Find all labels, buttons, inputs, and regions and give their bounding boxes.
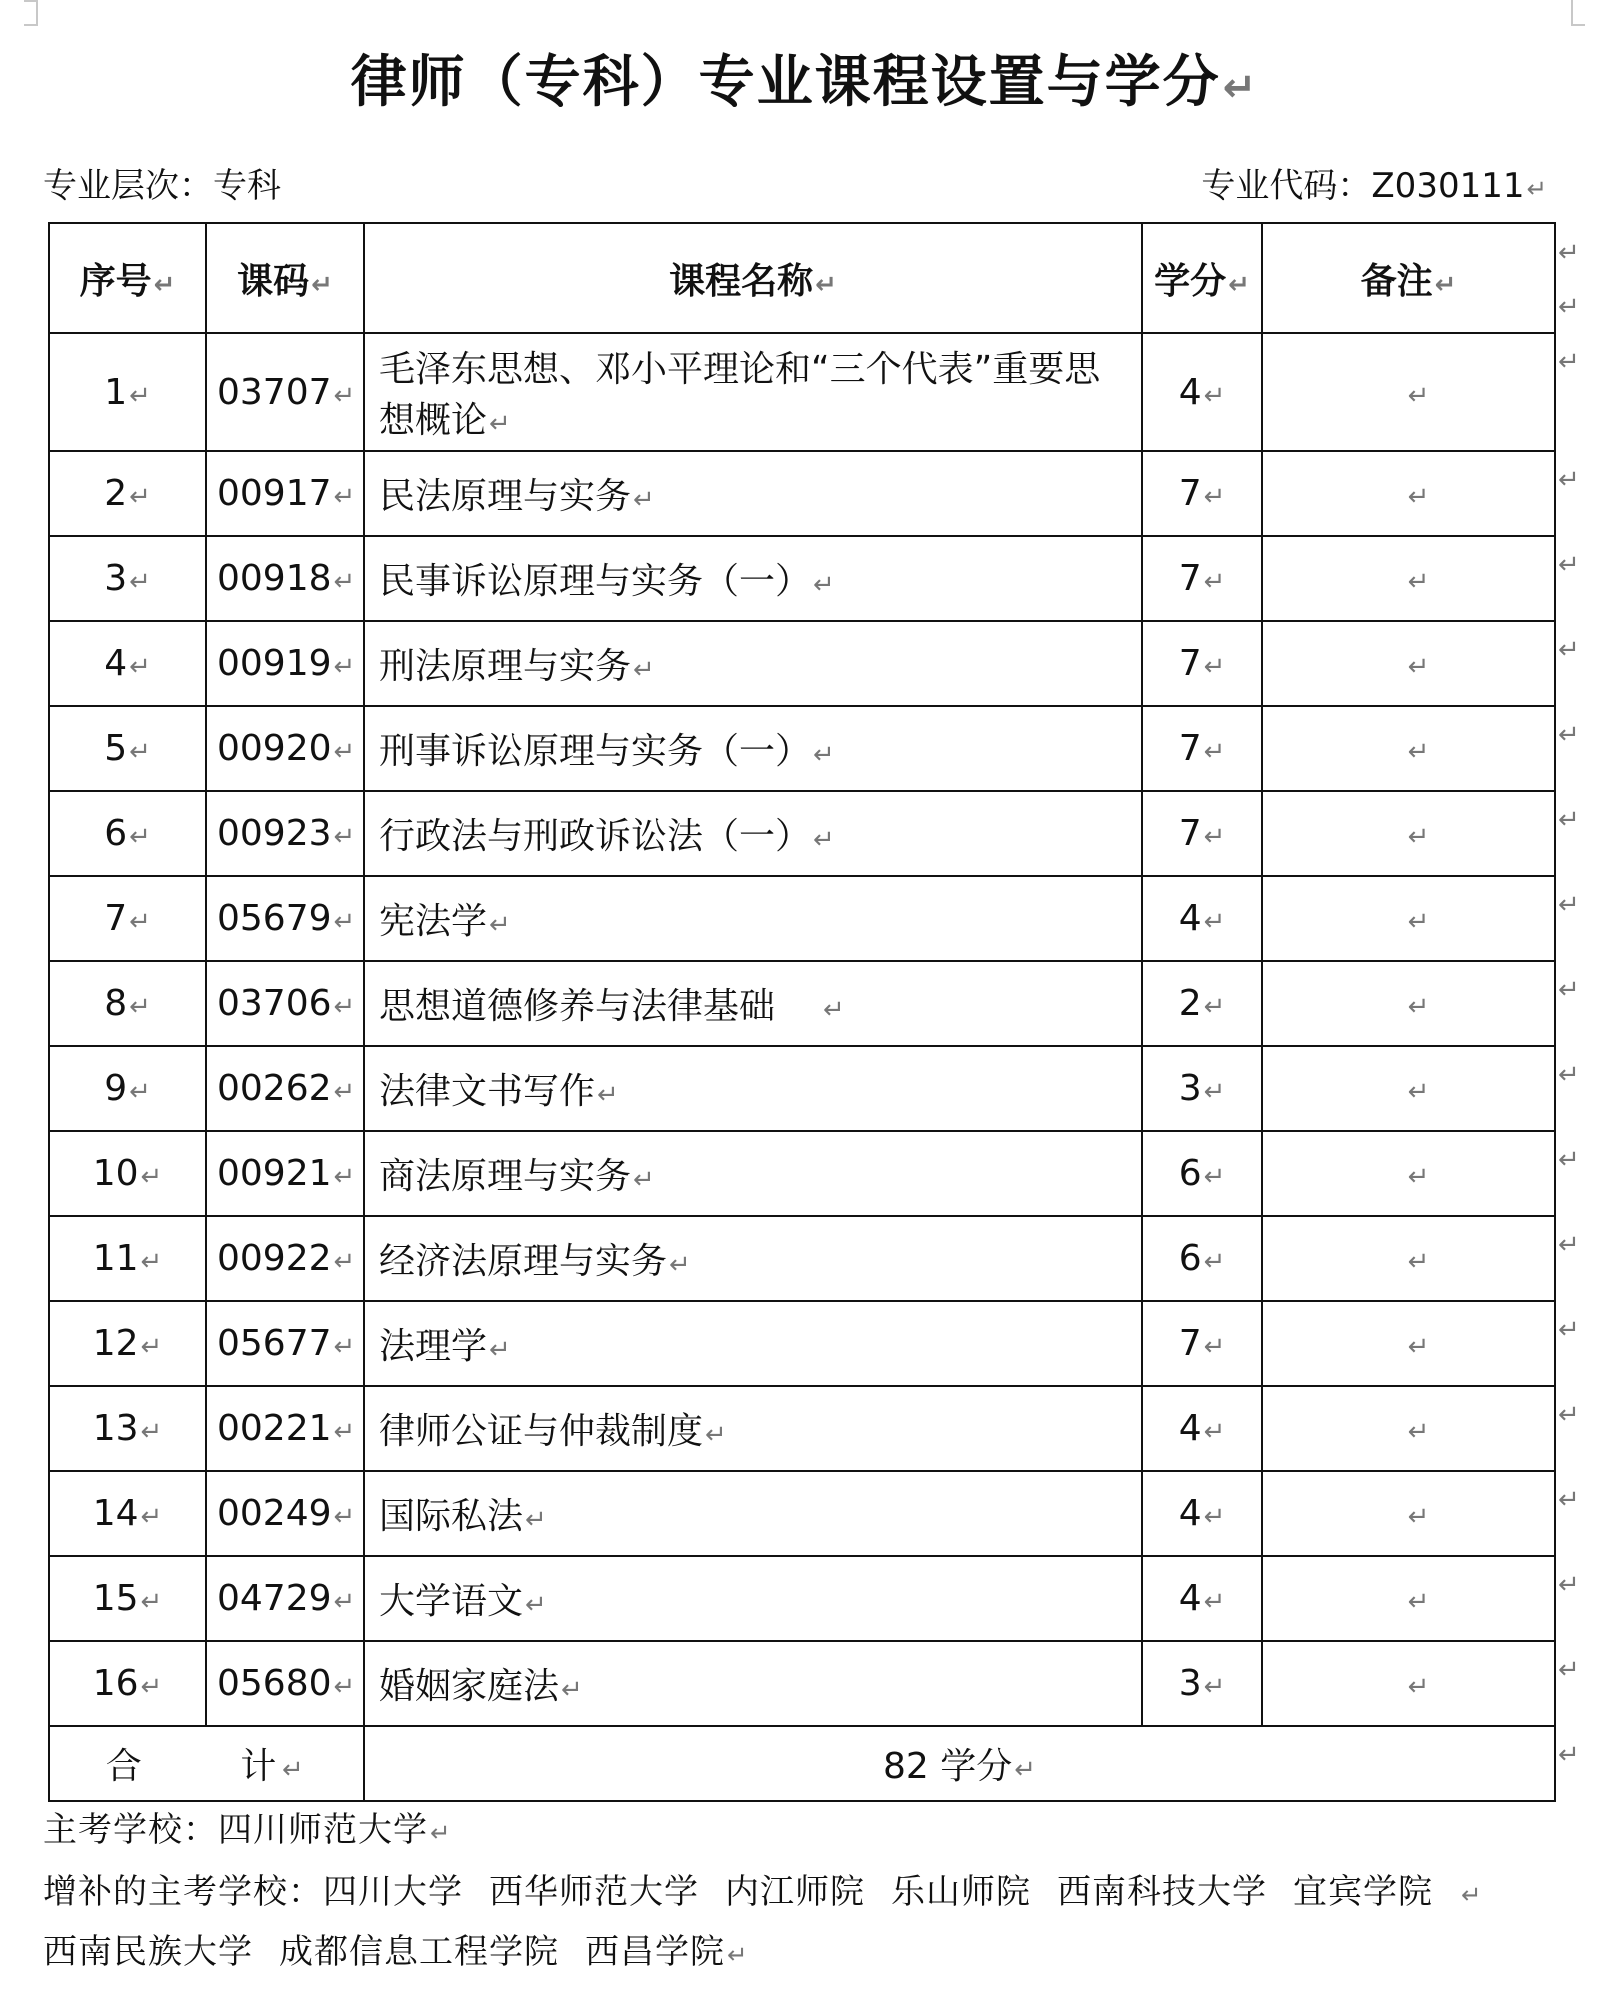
cell-end-mark-icon: ↵: [333, 1077, 356, 1107]
table-row: [49, 706, 1555, 791]
cell-end-mark-icon: ↵: [823, 995, 845, 1025]
cell-end-mark-icon: ↵: [1407, 1672, 1430, 1702]
cell-end-mark-icon: ↵: [333, 1162, 356, 1192]
table-row: [49, 333, 1555, 451]
row-code: 00923↵: [206, 791, 364, 876]
cell-end-mark-icon: ↵: [140, 1672, 163, 1702]
cell-end-mark-icon: ↵: [333, 1672, 356, 1702]
row-end-mark-icon: ↵: [1558, 1145, 1580, 1175]
row-course-name: 大学语文↵: [364, 1556, 1142, 1641]
cell-end-mark-icon: ↵: [1228, 269, 1250, 300]
table-row: [49, 1471, 1555, 1556]
row-course-name: 国际私法↵: [364, 1471, 1142, 1556]
cell-end-mark-icon: ↵: [1203, 737, 1226, 767]
row-note: [1262, 1641, 1555, 1726]
row-course-name: 商法原理与实务↵: [364, 1131, 1142, 1216]
cell-end-mark-icon: ↵: [129, 482, 151, 512]
row-credit: 7↵: [1142, 536, 1262, 621]
cell-end-mark-icon: ↵: [1203, 1502, 1226, 1532]
row-end-mark-icon: ↵: [1558, 1485, 1580, 1515]
row-code: 03706↵: [206, 961, 364, 1046]
cell-end-mark-icon: ↵: [1407, 1332, 1430, 1362]
additional-exam-schools: [43, 1864, 1483, 1913]
row-note: [1262, 1471, 1555, 1556]
cell-end-mark-icon: ↵: [489, 1335, 511, 1365]
row-seq: 4↵: [49, 621, 206, 706]
row-end-mark-icon: ↵: [1558, 635, 1580, 665]
row-course-name: 毛泽东思想、邓小平理论和“三个代表”重要思想概论↵: [364, 333, 1142, 451]
cell-end-mark-icon: ↵: [1203, 652, 1226, 682]
row-code: 00919↵: [206, 621, 364, 706]
paragraph-mark-icon: ↵: [1222, 64, 1259, 111]
table-row: [49, 621, 1555, 706]
table-row: [49, 961, 1555, 1046]
cell-end-mark-icon: ↵: [333, 1587, 356, 1617]
cell-end-mark-icon: ↵: [813, 740, 835, 770]
additional-exam-schools-continued: [43, 1924, 749, 1973]
cell-end-mark-icon: ↵: [129, 1077, 151, 1107]
school-name: 成都信息工程学院: [279, 1932, 559, 1972]
cell-end-mark-icon: ↵: [597, 1080, 619, 1110]
row-seq: 5↵: [49, 706, 206, 791]
major-code: 专业代码：Z030111↵: [1201, 166, 1547, 206]
school-name: 宜宾学院: [1293, 1872, 1433, 1912]
paragraph-mark-icon: ↵: [430, 1818, 452, 1847]
row-note: [1262, 1131, 1555, 1216]
row-note: [1262, 791, 1555, 876]
row-code: 00262↵: [206, 1046, 364, 1131]
cell-end-mark-icon: ↵: [705, 1420, 727, 1450]
row-seq: 14↵: [49, 1471, 206, 1556]
cell-end-mark-icon: ↵: [333, 822, 356, 852]
cell-end-mark-icon: ↵: [333, 1247, 356, 1277]
row-code: 05677↵: [206, 1301, 364, 1386]
school-name: 西南科技大学: [1057, 1872, 1267, 1912]
cell-end-mark-icon: ↵: [1203, 567, 1226, 597]
header-credit: 学分↵: [1142, 223, 1262, 333]
row-course-name: 刑事诉讼原理与实务（一）↵: [364, 706, 1142, 791]
header-note: 备注↵: [1262, 223, 1555, 333]
row-note: [1262, 961, 1555, 1046]
school-name: 四川大学: [323, 1872, 463, 1912]
cell-end-mark-icon: ↵: [281, 1755, 308, 1785]
row-code: 00920↵: [206, 706, 364, 791]
row-end-mark-icon: ↵: [1558, 347, 1580, 377]
row-end-mark-icon: ↵: [1558, 550, 1580, 580]
cell-end-mark-icon: ↵: [1407, 652, 1430, 682]
cell-end-mark-icon: ↵: [140, 1247, 163, 1277]
row-code: 00249↵: [206, 1471, 364, 1556]
row-course-name: 法律文书写作↵: [364, 1046, 1142, 1131]
school-name: 内江师院: [725, 1872, 865, 1912]
total-credits: 82 学分↵: [364, 1726, 1555, 1801]
row-seq: 7↵: [49, 876, 206, 961]
row-end-mark-icon: ↵: [1558, 1655, 1580, 1685]
total-label: 合 计↵: [49, 1726, 364, 1801]
cell-end-mark-icon: ↵: [1014, 1755, 1036, 1785]
row-credit: 7↵: [1142, 1301, 1262, 1386]
cell-end-mark-icon: ↵: [129, 567, 151, 597]
row-credit: 4↵: [1142, 1386, 1262, 1471]
row-code: 03707↵: [206, 333, 364, 451]
row-credit: 3↵: [1142, 1046, 1262, 1131]
main-exam-school: 主考学校：四川师范大学↵: [43, 1810, 452, 1850]
cell-end-mark-icon: ↵: [813, 570, 835, 600]
row-seq: 12↵: [49, 1301, 206, 1386]
page-corner-mark-bottom: [24, 0, 38, 14]
row-seq: 10↵: [49, 1131, 206, 1216]
cell-end-mark-icon: ↵: [815, 269, 837, 300]
row-seq: 9↵: [49, 1046, 206, 1131]
major-level: 专业层次：专科: [43, 166, 281, 206]
row-seq: 2↵: [49, 451, 206, 536]
row-end-mark-icon: ↵: [1558, 1570, 1580, 1600]
cell-end-mark-icon: ↵: [129, 992, 151, 1022]
cell-end-mark-icon: ↵: [333, 907, 356, 937]
cell-end-mark-icon: ↵: [633, 655, 655, 685]
table-header-row: [49, 223, 1555, 333]
row-end-mark-icon: ↵: [1558, 720, 1580, 750]
row-code: 00917↵: [206, 451, 364, 536]
row-note: [1262, 1046, 1555, 1131]
table-row: [49, 1386, 1555, 1471]
cell-end-mark-icon: ↵: [1407, 482, 1430, 512]
cell-end-mark-icon: ↵: [140, 1332, 163, 1362]
cell-end-mark-icon: ↵: [333, 1417, 356, 1447]
row-end-mark-icon: ↵: [1558, 1230, 1580, 1260]
table-row: [49, 1556, 1555, 1641]
school-name: 乐山师院: [891, 1872, 1031, 1912]
row-end-mark-icon: ↵: [1558, 292, 1580, 322]
row-end-mark-icon: ↵: [1558, 890, 1580, 920]
row-end-mark-icon: ↵: [1558, 238, 1580, 268]
cell-end-mark-icon: ↵: [1203, 380, 1226, 411]
row-note: [1262, 1216, 1555, 1301]
cell-end-mark-icon: ↵: [1203, 1077, 1226, 1107]
row-credit: 7↵: [1142, 451, 1262, 536]
table-row: [49, 1216, 1555, 1301]
row-code: 00221↵: [206, 1386, 364, 1471]
table-total-row: [49, 1726, 1555, 1801]
cell-end-mark-icon: ↵: [140, 1417, 163, 1447]
cell-end-mark-icon: ↵: [489, 409, 511, 439]
page-corner-mark-right: [1571, 0, 1585, 26]
cell-end-mark-icon: ↵: [1407, 907, 1430, 937]
table-row: [49, 1641, 1555, 1726]
cell-end-mark-icon: ↵: [1407, 1587, 1430, 1617]
cell-end-mark-icon: ↵: [1203, 1332, 1226, 1362]
table-row: [49, 536, 1555, 621]
row-course-name: 刑法原理与实务↵: [364, 621, 1142, 706]
cell-end-mark-icon: ↵: [333, 1332, 356, 1362]
row-note: [1262, 1386, 1555, 1471]
row-seq: 15↵: [49, 1556, 206, 1641]
row-credit: 4↵: [1142, 876, 1262, 961]
cell-end-mark-icon: ↵: [1203, 1162, 1226, 1192]
cell-end-mark-icon: ↵: [1203, 1417, 1226, 1447]
cell-end-mark-icon: ↵: [1407, 567, 1430, 597]
row-code: 04729↵: [206, 1556, 364, 1641]
table-row: [49, 451, 1555, 536]
row-end-mark-icon: ↵: [1558, 975, 1580, 1005]
row-code: 00918↵: [206, 536, 364, 621]
row-note: [1262, 451, 1555, 536]
row-end-mark-icon: ↵: [1558, 1400, 1580, 1430]
row-course-name: 民事诉讼原理与实务（一）↵: [364, 536, 1142, 621]
cell-end-mark-icon: ↵: [129, 380, 151, 411]
row-credit: 3↵: [1142, 1641, 1262, 1726]
row-credit: 4↵: [1142, 1556, 1262, 1641]
row-course-name: 宪法学↵: [364, 876, 1142, 961]
cell-end-mark-icon: ↵: [1407, 992, 1430, 1022]
row-course-name: 经济法原理与实务↵: [364, 1216, 1142, 1301]
cell-end-mark-icon: ↵: [1434, 269, 1457, 300]
row-note: [1262, 1301, 1555, 1386]
row-code: 05679↵: [206, 876, 364, 961]
row-course-name: 行政法与刑政诉讼法（一）↵: [364, 791, 1142, 876]
row-seq: 1↵: [49, 333, 206, 451]
cell-end-mark-icon: ↵: [1203, 992, 1226, 1022]
cell-end-mark-icon: ↵: [669, 1250, 691, 1280]
course-table: [48, 222, 1556, 1802]
row-credit: 7↵: [1142, 706, 1262, 791]
row-course-name: 婚姻家庭法↵: [364, 1641, 1142, 1726]
school-name: 西昌学院: [585, 1932, 725, 1972]
row-end-mark-icon: ↵: [1558, 465, 1580, 495]
cell-end-mark-icon: ↵: [1407, 737, 1430, 767]
paragraph-mark-icon: ↵: [727, 1940, 749, 1969]
cell-end-mark-icon: ↵: [633, 485, 655, 515]
row-course-name: 思想道德修养与法律基础 ↵: [364, 961, 1142, 1046]
table-row: [49, 1046, 1555, 1131]
row-note: [1262, 621, 1555, 706]
cell-end-mark-icon: ↵: [561, 1675, 583, 1705]
cell-end-mark-icon: ↵: [1407, 380, 1430, 411]
cell-end-mark-icon: ↵: [1203, 1247, 1226, 1277]
row-note: [1262, 536, 1555, 621]
cell-end-mark-icon: ↵: [333, 380, 356, 411]
cell-end-mark-icon: ↵: [813, 825, 835, 855]
cell-end-mark-icon: ↵: [333, 482, 356, 512]
cell-end-mark-icon: ↵: [333, 737, 356, 767]
cell-end-mark-icon: ↵: [1203, 907, 1226, 937]
row-credit: 7↵: [1142, 621, 1262, 706]
paragraph-mark-icon: ↵: [1461, 1880, 1483, 1909]
row-credit: 7↵: [1142, 791, 1262, 876]
row-course-name: 律师公证与仲裁制度↵: [364, 1386, 1142, 1471]
row-seq: 16↵: [49, 1641, 206, 1726]
row-note: [1262, 1556, 1555, 1641]
document-title: 律师（专科）专业课程设置与学分↵: [350, 50, 1259, 115]
table-row: [49, 876, 1555, 961]
cell-end-mark-icon: ↵: [140, 1587, 163, 1617]
table-row: [49, 1301, 1555, 1386]
cell-end-mark-icon: ↵: [1407, 822, 1430, 852]
row-seq: 6↵: [49, 791, 206, 876]
row-code: 00921↵: [206, 1131, 364, 1216]
paragraph-mark-icon: ↵: [1526, 174, 1547, 203]
row-note: [1262, 333, 1555, 451]
row-end-mark-icon: ↵: [1558, 1740, 1580, 1770]
cell-end-mark-icon: ↵: [129, 907, 151, 937]
row-code: 05680↵: [206, 1641, 364, 1726]
cell-end-mark-icon: ↵: [140, 1502, 163, 1532]
cell-end-mark-icon: ↵: [129, 737, 151, 767]
row-seq: 8↵: [49, 961, 206, 1046]
row-course-name: 法理学↵: [364, 1301, 1142, 1386]
cell-end-mark-icon: ↵: [489, 910, 511, 940]
table-row: [49, 791, 1555, 876]
row-course-name: 民法原理与实务↵: [364, 451, 1142, 536]
row-end-mark-icon: ↵: [1558, 805, 1580, 835]
cell-end-mark-icon: ↵: [1407, 1502, 1430, 1532]
school-name: 西南民族大学: [43, 1932, 253, 1972]
row-seq: 3↵: [49, 536, 206, 621]
cell-end-mark-icon: ↵: [333, 652, 356, 682]
cell-end-mark-icon: ↵: [633, 1165, 655, 1195]
row-code: 00922↵: [206, 1216, 364, 1301]
cell-end-mark-icon: ↵: [129, 822, 151, 852]
cell-end-mark-icon: ↵: [525, 1590, 547, 1620]
cell-end-mark-icon: ↵: [333, 567, 356, 597]
cell-end-mark-icon: ↵: [1203, 482, 1226, 512]
row-note: [1262, 706, 1555, 791]
row-seq: 13↵: [49, 1386, 206, 1471]
row-note: [1262, 876, 1555, 961]
cell-end-mark-icon: ↵: [129, 652, 151, 682]
row-credit: 4↵: [1142, 333, 1262, 451]
header-seq: 序号↵: [49, 223, 206, 333]
cell-end-mark-icon: ↵: [1203, 822, 1226, 852]
cell-end-mark-icon: ↵: [333, 992, 356, 1022]
row-credit: 6↵: [1142, 1216, 1262, 1301]
row-credit: 6↵: [1142, 1131, 1262, 1216]
cell-end-mark-icon: ↵: [525, 1505, 547, 1535]
header-code: 课码↵: [206, 223, 364, 333]
row-credit: 4↵: [1142, 1471, 1262, 1556]
cell-end-mark-icon: ↵: [1407, 1162, 1430, 1192]
cell-end-mark-icon: ↵: [1407, 1077, 1430, 1107]
row-seq: 11↵: [49, 1216, 206, 1301]
cell-end-mark-icon: ↵: [1203, 1672, 1226, 1702]
cell-end-mark-icon: ↵: [1203, 1587, 1226, 1617]
row-credit: 2↵: [1142, 961, 1262, 1046]
cell-end-mark-icon: ↵: [140, 1162, 163, 1192]
cell-end-mark-icon: ↵: [333, 1502, 356, 1532]
header-name: 课程名称↵: [364, 223, 1142, 333]
school-name: 西华师范大学: [489, 1872, 699, 1912]
cell-end-mark-icon: ↵: [153, 269, 176, 300]
cell-end-mark-icon: ↵: [1407, 1417, 1430, 1447]
table-row: [49, 1131, 1555, 1216]
cell-end-mark-icon: ↵: [1407, 1247, 1430, 1277]
row-end-mark-icon: ↵: [1558, 1060, 1580, 1090]
row-end-mark-icon: ↵: [1558, 1315, 1580, 1345]
cell-end-mark-icon: ↵: [311, 269, 333, 300]
additional-schools-label: 增补的主考学校：: [43, 1872, 323, 1912]
